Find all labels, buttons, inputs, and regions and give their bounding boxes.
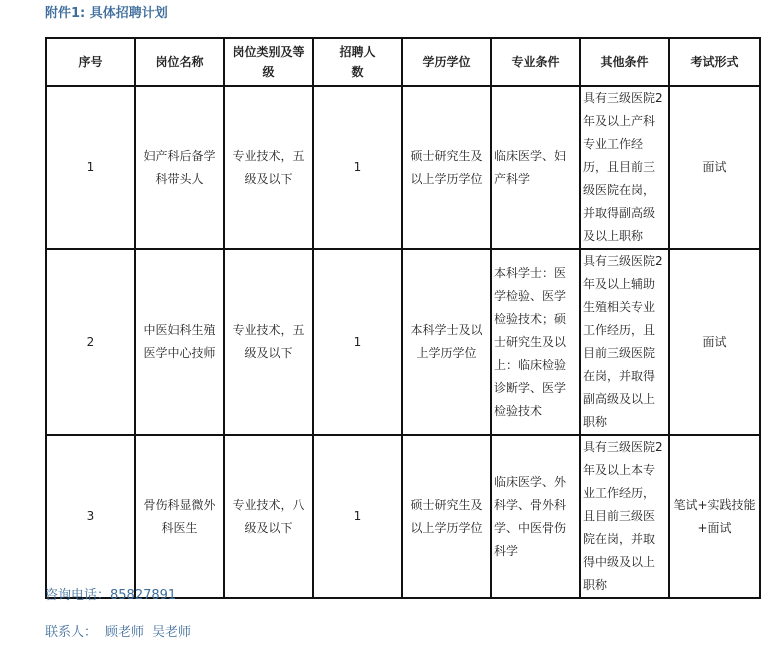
- cell-education: 硕士研究生及以上学历学位: [402, 435, 491, 598]
- header-count: 招聘人数: [313, 38, 402, 86]
- cell-category: 专业技术，五级及以下: [224, 249, 313, 435]
- cell-other: 具有三级医院2年及以上辅助生殖相关专业工作经历，且目前三级医院在岗，并取得副高级及以上职称: [580, 249, 669, 435]
- cell-category: 专业技术，五级及以下: [224, 86, 313, 249]
- cell-position: 妇产科后备学科带头人: [135, 86, 224, 249]
- phone-label: 咨询电话：: [45, 588, 111, 603]
- contact-person: 顾老师: [105, 625, 145, 640]
- header-major: 专业条件: [491, 38, 580, 86]
- consult-phone: [45, 584, 176, 603]
- recruitment-plan-table: [45, 37, 761, 599]
- header-exam: 考试形式: [669, 38, 760, 86]
- cell-no: 3: [46, 435, 135, 598]
- table-row: [46, 435, 760, 598]
- cell-exam: 笔试+实践技能+面试: [669, 435, 760, 598]
- cell-count: 1: [313, 86, 402, 249]
- cell-exam: 面试: [669, 249, 760, 435]
- header-no: 序号: [46, 38, 135, 86]
- table-header-row: [46, 38, 760, 86]
- cell-education: 硕士研究生及以上学历学位: [402, 86, 491, 249]
- header-education: 学历学位: [402, 38, 491, 86]
- cell-count: 1: [313, 435, 402, 598]
- header-other: 其他条件: [580, 38, 669, 86]
- cell-other: 具有三级医院2年及以上产科专业工作经历，且目前三级医院在岗，并取得副高级及以上职称: [580, 86, 669, 249]
- cell-major: 临床医学、妇产科学: [491, 86, 580, 249]
- table-row: [46, 249, 760, 435]
- header-category: 岗位类别及等级: [224, 38, 313, 86]
- cell-major: 临床医学、外科学、骨外科学、中医骨伤科学: [491, 435, 580, 598]
- table-row: [46, 86, 760, 249]
- cell-major: 本科学士：医学检验、医学检验技术；硕士研究生及以上：临床检验诊断学、医学检验技术: [491, 249, 580, 435]
- cell-education: 本科学士及以上学历学位: [402, 249, 491, 435]
- header-position: 岗位名称: [135, 38, 224, 86]
- contact-label: 联系人：: [45, 625, 98, 640]
- page-heading: 附件1: 具体招聘计划: [45, 6, 168, 21]
- contact-persons: [45, 621, 191, 640]
- cell-no: 2: [46, 249, 135, 435]
- cell-exam: 面试: [669, 86, 760, 249]
- cell-category: 专业技术，八级及以下: [224, 435, 313, 598]
- cell-count: 1: [313, 249, 402, 435]
- contact-person: 吴老师: [152, 625, 192, 640]
- cell-other: 具有三级医院2年及以上本专业工作经历，且目前三级医院在岗，并取得中级及以上职称: [580, 435, 669, 598]
- cell-no: 1: [46, 86, 135, 249]
- cell-position: 骨伤科显微外科医生: [135, 435, 224, 598]
- cell-position: 中医妇科生殖医学中心技师: [135, 249, 224, 435]
- phone-number: 85827891: [110, 588, 177, 603]
